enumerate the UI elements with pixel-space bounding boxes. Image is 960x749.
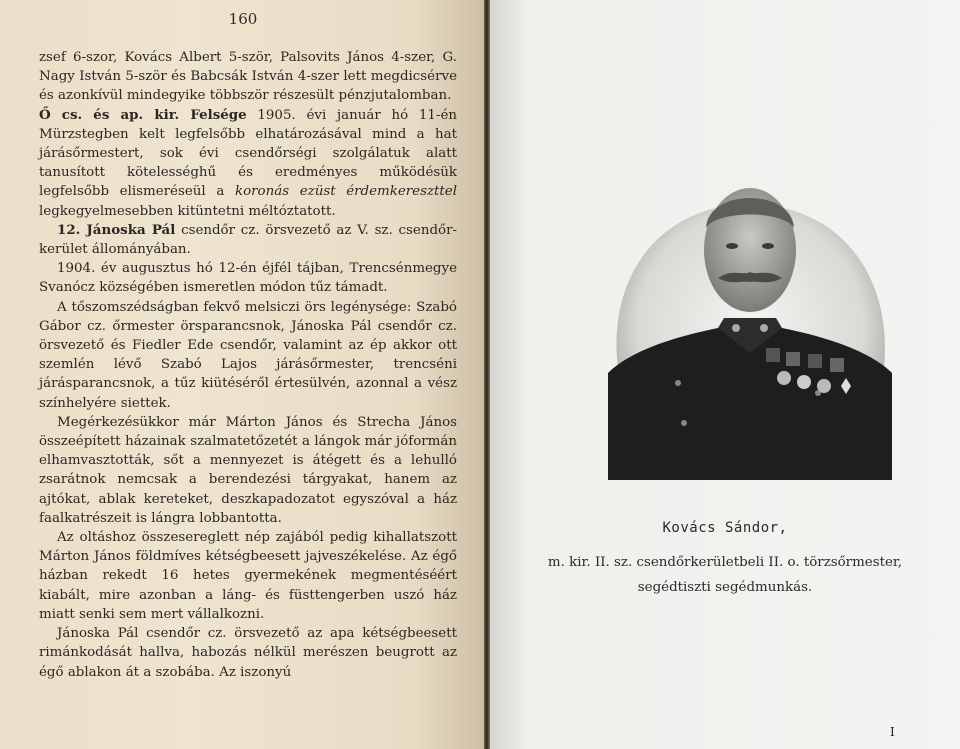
text-run: Ő cs. és ap. kir. Felsége: [39, 106, 247, 123]
text-run: csendőr cz. örsvezető az V. sz. csendőr-kerület állományában.: [39, 222, 457, 258]
portrait-photo: [608, 168, 892, 480]
text-run: Az oltáshoz összesereglett nép zajából pedig kihallatszott Márton János földmíves kétségbeesett jajveszékelése. Az égő házban rekedt 16 hetes gyermekének megmentéséért kiabált, mire azonban a láng- és füsttengerben uszó ház miatt senki sem mert vállalkozni.: [39, 530, 457, 622]
caption-name: Kovács Sándor,: [662, 520, 788, 536]
text-run: A tőszomszédságban fekvő melsiczi örs legénysége: Szabó Gábor cz. őrmester örsparancsnok, Jánoska Pál csendőr cz. örsvezető és Fiedler Ede csendőr, valamint az ép akkor ott szemlén lévő Szabó Lajos járásőrmester, trencséni járásparancsnok, a tűz kiütéséről értesülvén, azonnal a vész színhelyére siettek.: [39, 299, 457, 411]
text-run: 12. Jánoska Pál: [57, 221, 176, 238]
paragraph: [39, 413, 457, 528]
paragraph: [39, 298, 457, 413]
text-run: Megérkezésükkor már Márton János és Strecha János összeépített házainak szalmatetőzetét a lángok már jóformán elhamvasztották, sőt a mennyezet is átégett és a lehulló zsarátnok nemcsak a berendezési tárgyakat, hanem az ajtókat, ablak keretеket, deszkapadozatot egyszóval a ház faalkatrészeit is lángra lobbantotta.: [39, 414, 457, 526]
caption-role: segédtiszti segédmunkás.: [637, 580, 813, 595]
text-run: 1904. év augusztus hó 12-én éjfél tájban, Trencsénmegye Svanócz községében ismeretlen módon tűz támadt.: [39, 261, 457, 296]
paragraph: [39, 259, 457, 297]
paragraph: [39, 528, 457, 624]
paragraph: [39, 106, 457, 221]
paragraph: [39, 221, 457, 259]
text-run: koronás ezüst érdemkereszttel: [234, 184, 457, 200]
paragraph: [39, 48, 457, 106]
text-run: legkegyelmesebben kitüntetni méltóztatott.: [39, 203, 336, 219]
page-number-right: I: [890, 725, 895, 739]
text-run: 1905. évi január hó 11-én Mürzstegben kelt legfelsőbb elhatározásával mind a hat járásőrmestert, sok évi csendőrségi szolgálatuk alatt tanusított kötelességhű és eredményes működésük legfelsőbb elismeréseül a: [39, 107, 457, 200]
page-number-left: 160: [228, 10, 258, 28]
text-run: zsef 6-szor, Kovács Albert 5-ször, Palsovits János 4-szer, G. Nagy István 5-ször és Babcsák István 4-szer lett megdicsérve és azonkívül mindegyike többször részesült pénzjutalomban.: [39, 50, 457, 104]
caption-rank: m. kir. II. sz. csendőrkerületbeli II. o. törzsőrmester,: [547, 555, 903, 570]
paragraph: [39, 624, 457, 682]
body-text: [39, 48, 457, 682]
text-run: Jánoska Pál csendőr cz. örsvezető az apa kétségbeesett rimánkodását hallva, habozás nélkül merészen beugrott az égő ablakon át a szobába. Az iszonyú: [39, 626, 457, 680]
